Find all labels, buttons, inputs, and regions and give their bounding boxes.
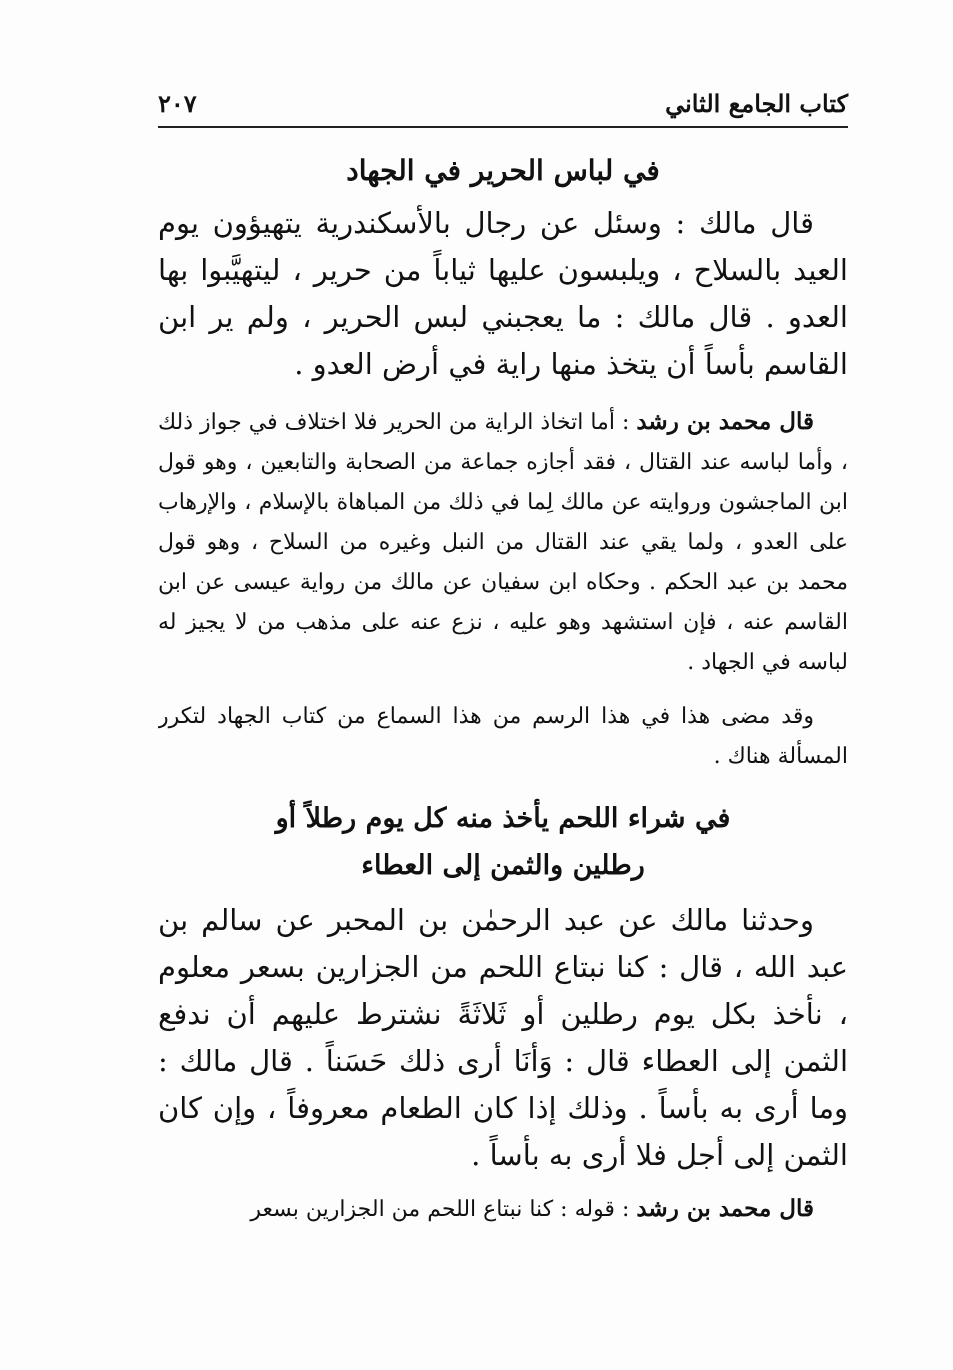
page-number: ٢٠٧ <box>158 89 197 118</box>
section-heading-meat-line-1: في شراء اللحم يأخذ منه كل يوم رطلاً أو <box>275 803 731 834</box>
meat-paragraph-2 <box>158 1189 848 1230</box>
spacer <box>158 683 848 697</box>
meat-paragraph-1: وحدثنا مالك عن عبد الرحمٰن بن المحبر عن سالم بن عبد الله ، قال : كنا نبتاع اللحم من الجزارين بسعر معلوم ، نأخذ بكل يوم رطلين أو ثَلاثَةً نشترط عليهم أن ندفع الثمن إلى العطاء قال : وَأنَا أرى ذلك حَسَناً . قال مالك : وما أرى به بأساً . وذلك إذا كان الطعام معروفاً ، وإن كان الثمن إلى أجل فلا أرى به بأساً . <box>158 903 848 1172</box>
commentary-lead: قال محمد بن رشد <box>636 408 814 435</box>
page-bottom-rule <box>158 1273 848 1274</box>
section-heading-meat-line-2: رطلين والثمن إلى العطاء <box>361 850 645 881</box>
commentary-text: : قوله : كنا نبتاع اللحم من الجزارين بسعر <box>250 1197 637 1222</box>
silk-paragraph-2 <box>158 402 848 683</box>
silk-paragraph-3: وقد مضى هذا في هذا الرسم من هذا السماع من كتاب الجهاد لتكرر المسألة هناك . <box>158 704 848 769</box>
silk-paragraph-1: قال مالك : وسئل عن رجال بالأسكندرية يتهيؤون يوم العيد بالسلاح ، ويلبسون عليها ثياباً من حرير ، ليتهيَّبوا بها العدو . قال مالك : ما يعجبني لبس الحرير ، ولم ير ابن القاسم بأساً أن يتخذ منها راية في أرض العدو . <box>158 206 848 381</box>
running-title: كتاب الجامع الثاني <box>665 89 848 118</box>
spacer <box>158 388 848 402</box>
commentary-text: : أما اتخاذ الراية من الحرير فلا اختلاف في جواز ذلك ، وأما لباسه عند القتال ، فقد أجازه جماعة من الصحابة والتابعين ، وهو قول ابن الماجشون وروايته عن مالك لِما في ذلك من المباهاة بالإسلام ، والإرهاب على العدو ، ولما يقي عند القتال من النبل وغيره من السلاح ، وهو قول محمد بن عبد الحكم . وحكاه ابن سفيان عن مالك من رواية عيسى عن ابن القاسم عنه ، فإن استشهد وهو عليه ، نزع عنه على مذهب من لا يجيز له لباسه في الجهاد . <box>158 410 848 675</box>
section-heading-meat <box>158 795 848 889</box>
page-header <box>158 82 848 128</box>
page-content <box>158 140 848 1270</box>
commentary-lead: قال محمد بن رشد <box>636 1195 814 1222</box>
section-heading-silk: في لباس الحرير في الجهاد <box>346 154 660 187</box>
